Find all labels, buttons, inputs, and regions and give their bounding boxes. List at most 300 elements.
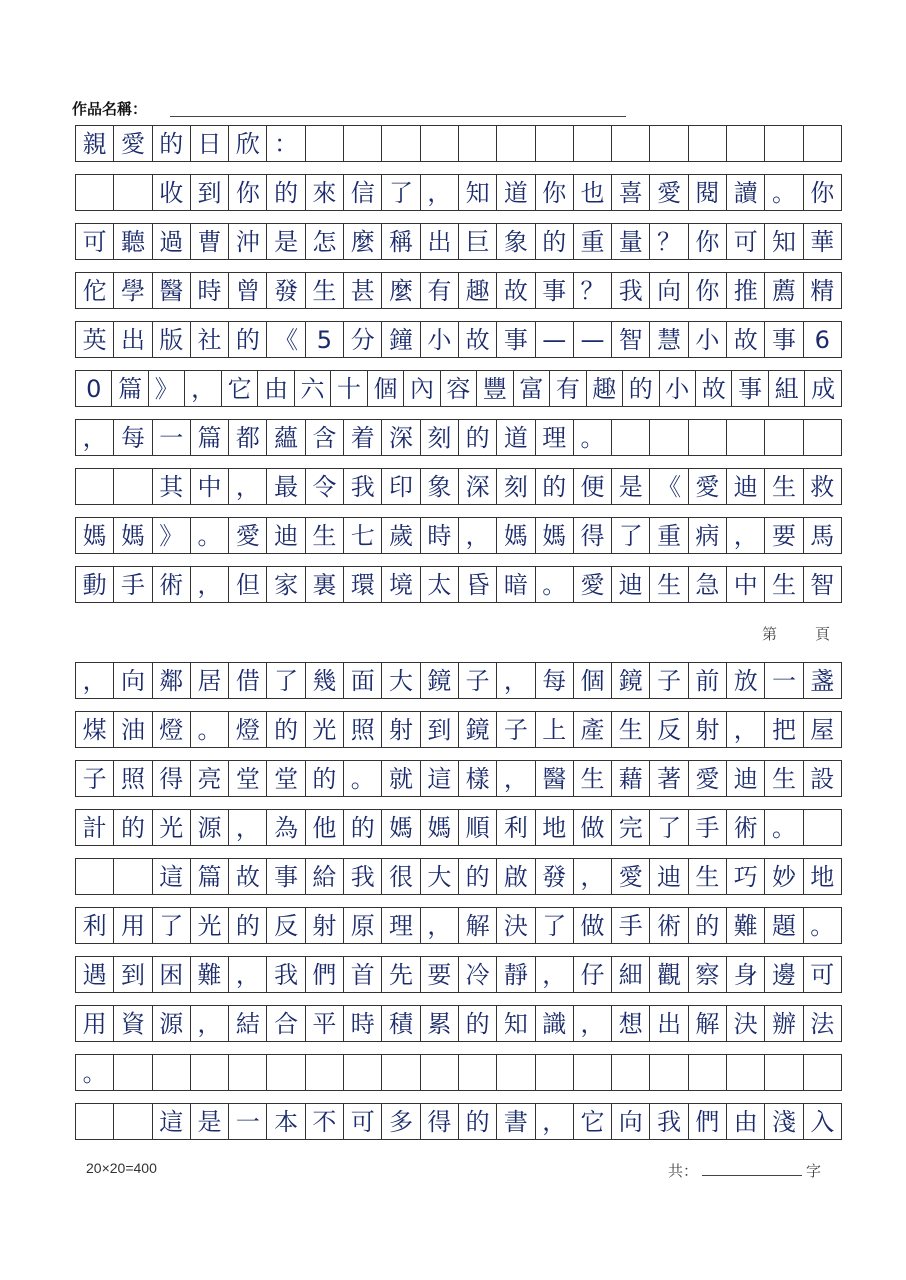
grid-cell: 精 (803, 272, 842, 309)
grid-cell: 暗 (496, 566, 534, 603)
grid-cell: 了 (266, 662, 304, 699)
grid-cell: 法 (803, 1005, 842, 1042)
grid-cell: ， (420, 174, 458, 211)
grid-cell: 地 (535, 809, 573, 846)
grid-cell: 很 (381, 858, 419, 895)
grid-cell: 事 (764, 321, 802, 358)
grid-cell: 中 (726, 566, 764, 603)
grid-cell: 向 (649, 272, 687, 309)
grid-cell (75, 858, 113, 895)
grid-cell: 。 (764, 174, 802, 211)
grid-cell: 慧 (649, 321, 687, 358)
grid-row (75, 419, 842, 456)
grid-cell: 射 (688, 711, 726, 748)
grid-cell: 這 (152, 1103, 190, 1140)
grid-cell: ， (496, 662, 534, 699)
grid-cell: 順 (458, 809, 496, 846)
character-total-field (668, 1160, 821, 1181)
grid-cell: 反 (649, 711, 687, 748)
grid-cell (611, 125, 649, 162)
grid-cell: 地 (803, 858, 842, 895)
grid-cell: 其 (152, 468, 190, 505)
grid-cell (113, 858, 151, 895)
grid-cell: 難 (726, 907, 764, 944)
grid-cell (420, 1054, 458, 1091)
grid-cell: 故 (458, 321, 496, 358)
grid-cell: 源 (152, 1005, 190, 1042)
grid-cell: 愛 (228, 517, 266, 554)
grid-cell: 解 (688, 1005, 726, 1042)
grid-cell: 理 (535, 419, 573, 456)
grid-cell: 困 (152, 956, 190, 993)
grid-cell (649, 419, 687, 456)
grid-cell: 深 (381, 419, 419, 456)
grid-cell: 著 (649, 760, 687, 797)
grid-cell: ， (75, 419, 113, 456)
grid-cell (726, 419, 764, 456)
grid-cell: 生 (688, 858, 726, 895)
grid-cell: 術 (726, 809, 764, 846)
grid-cell: 積 (381, 1005, 419, 1042)
grid-cell: 知 (764, 223, 802, 260)
grid-cell: 個 (573, 662, 611, 699)
grid-cell: ， (726, 711, 764, 748)
grid-cell: ， (228, 468, 266, 505)
grid-cell: 不 (305, 1103, 343, 1140)
grid-cell: 社 (190, 321, 228, 358)
grid-cell: 了 (152, 907, 190, 944)
grid-cell (75, 468, 113, 505)
grid-cell: 5 (305, 321, 343, 358)
grid-cell: 的 (152, 125, 190, 162)
grid-cell (75, 174, 113, 211)
grid-cell: 最 (266, 468, 304, 505)
grid-cell: 身 (726, 956, 764, 993)
grid-cell (535, 125, 573, 162)
grid-cell: 醫 (535, 760, 573, 797)
grid-cell: 本 (266, 1103, 304, 1140)
grid-cell: 利 (496, 809, 534, 846)
grid-cell: 向 (113, 662, 151, 699)
grid-cell: 我 (343, 468, 381, 505)
grid-cell: 手 (611, 907, 649, 944)
grid-cell: 》 (148, 370, 184, 407)
grid-cell: 篇 (111, 370, 147, 407)
grid-cell: 知 (458, 174, 496, 211)
grid-cell: 的 (535, 468, 573, 505)
grid-cell: 欣 (228, 125, 266, 162)
grid-cell: 先 (381, 956, 419, 993)
grid-cell: 累 (420, 1005, 458, 1042)
grid-cell: ： (266, 125, 304, 162)
grid-cell: 他 (305, 809, 343, 846)
grid-cell: 媽 (496, 517, 534, 554)
grid-cell: 救 (803, 468, 842, 505)
grid-cell: 境 (381, 566, 419, 603)
grid-cell: 英 (75, 321, 113, 358)
grid-cell: 着 (343, 419, 381, 456)
grid-cell: 產 (573, 711, 611, 748)
grid-cell: ， (228, 956, 266, 993)
grid-cell: 手 (688, 809, 726, 846)
grid-cell (343, 1054, 381, 1091)
grid-row (75, 1054, 842, 1091)
grid-cell: 媽 (113, 517, 151, 554)
grid-cell: 七 (343, 517, 381, 554)
grid-cell: 故 (228, 858, 266, 895)
grid-cell: 甚 (343, 272, 381, 309)
grid-cell: 你 (688, 223, 726, 260)
grid-cell: 藉 (611, 760, 649, 797)
grid-cell: 平 (305, 1005, 343, 1042)
grid-cell: 決 (726, 1005, 764, 1042)
grid-cell: 出 (113, 321, 151, 358)
grid-cell: 煤 (75, 711, 113, 748)
grid-cell: 堂 (228, 760, 266, 797)
grid-cell: 完 (611, 809, 649, 846)
grid-cell: 做 (573, 809, 611, 846)
grid-cell: 亮 (190, 760, 228, 797)
grid-cell: ， (573, 858, 611, 895)
grid-cell (649, 1054, 687, 1091)
grid-cell: 愛 (649, 174, 687, 211)
grid-cell: ， (535, 956, 573, 993)
grid-cell: 生 (649, 566, 687, 603)
title-underline (170, 116, 626, 117)
grid-cell: 故 (726, 321, 764, 358)
grid-cell: 由 (726, 1103, 764, 1140)
grid-cell: 居 (190, 662, 228, 699)
grid-cell: 多 (381, 1103, 419, 1140)
grid-row (75, 468, 842, 505)
grid-cell (152, 1054, 190, 1091)
grid-cell: 遇 (75, 956, 113, 993)
grid-cell: 故 (496, 272, 534, 309)
grid-cell: 這 (152, 858, 190, 895)
grid-cell: 但 (228, 566, 266, 603)
grid-cell: 是 (611, 468, 649, 505)
grid-cell: 》 (152, 517, 190, 554)
grid-cell: 子 (458, 662, 496, 699)
grid-row (75, 321, 842, 358)
grid-cell: 華 (803, 223, 842, 260)
grid-cell: 們 (688, 1103, 726, 1140)
grid-cell: 歲 (381, 517, 419, 554)
grid-cell: 光 (152, 809, 190, 846)
grid-cell: 計 (75, 809, 113, 846)
grid-cell: 到 (113, 956, 151, 993)
grid-cell: 生 (573, 760, 611, 797)
grid-cell: 每 (535, 662, 573, 699)
grid-cell: 幾 (305, 662, 343, 699)
grid-cell: 察 (688, 956, 726, 993)
grid-cell: 智 (611, 321, 649, 358)
grid-cell: 了 (381, 174, 419, 211)
grid-cell: ， (458, 517, 496, 554)
grid-cell: 光 (305, 711, 343, 748)
grid-cell: 來 (305, 174, 343, 211)
title-field (72, 98, 632, 120)
grid-cell: 。 (75, 1054, 113, 1091)
grid-row (75, 517, 842, 554)
grid-cell (381, 1054, 419, 1091)
grid-cell: 的 (458, 1005, 496, 1042)
grid-cell: 有 (549, 370, 585, 407)
grid-cell: 知 (496, 1005, 534, 1042)
grid-cell: 每 (113, 419, 151, 456)
grid-cell: 媽 (381, 809, 419, 846)
grid-cell: 愛 (611, 858, 649, 895)
grid-cell: 生 (764, 468, 802, 505)
grid-cell: 小 (420, 321, 458, 358)
grid-cell: — (535, 321, 573, 358)
grid-cell: ？ (573, 272, 611, 309)
grid-cell: 射 (381, 711, 419, 748)
grid-cell: 利 (75, 907, 113, 944)
title-label: 作品名稱： (72, 100, 148, 118)
grid-cell: 的 (458, 1103, 496, 1140)
grid-cell: 媽 (535, 517, 573, 554)
grid-cell: 想 (611, 1005, 649, 1042)
grid-cell (458, 125, 496, 162)
grid-cell: 事 (496, 321, 534, 358)
grid-cell: 太 (420, 566, 458, 603)
grid-cell: 的 (113, 809, 151, 846)
grid-cell: 為 (266, 809, 304, 846)
grid-cell: 了 (611, 517, 649, 554)
grid-row (75, 223, 842, 260)
grid-cell (75, 1103, 113, 1140)
grid-cell: 的 (622, 370, 658, 407)
grid-cell: 可 (726, 223, 764, 260)
grid-cell: 發 (535, 858, 573, 895)
grid-cell: 昏 (458, 566, 496, 603)
grid-cell: 決 (496, 907, 534, 944)
grid-cell: 曾 (228, 272, 266, 309)
grid-row (75, 370, 842, 407)
total-prefix: 共： (668, 1162, 699, 1180)
grid-cell: 入 (803, 1103, 842, 1140)
grid-cell: 裏 (305, 566, 343, 603)
grid-cell: 原 (343, 907, 381, 944)
grid-cell: 的 (228, 907, 266, 944)
total-blank-line (702, 1163, 802, 1176)
grid-cell (496, 125, 534, 162)
grid-cell: 由 (257, 370, 293, 407)
grid-cell: 了 (535, 907, 573, 944)
grid-cell: ， (535, 1103, 573, 1140)
grid-cell: 術 (649, 907, 687, 944)
grid-cell: 照 (343, 711, 381, 748)
page-number-label: 第頁 (762, 625, 869, 643)
grid-cell: 靜 (496, 956, 534, 993)
grid-cell (458, 1054, 496, 1091)
grid-cell: 愛 (688, 760, 726, 797)
grid-cell: 事 (535, 272, 573, 309)
grid-cell: 醫 (152, 272, 190, 309)
grid-cell: 沖 (228, 223, 266, 260)
grid-cell: 鏡 (611, 662, 649, 699)
grid-cell (113, 174, 151, 211)
grid-cell: ？ (649, 223, 687, 260)
grid-cell: 閱 (688, 174, 726, 211)
grid-cell: 蘊 (266, 419, 304, 456)
grid-cell: 設 (803, 760, 842, 797)
grid-cell (688, 419, 726, 456)
grid-cell: 6 (803, 321, 842, 358)
grid-cell: 。 (343, 760, 381, 797)
grid-cell: 的 (688, 907, 726, 944)
grid-cell (266, 1054, 304, 1091)
grid-cell: 刻 (496, 468, 534, 505)
grid-cell: 把 (764, 711, 802, 748)
grid-cell: ， (726, 517, 764, 554)
grid-cell: 是 (266, 223, 304, 260)
grid-cell: 家 (266, 566, 304, 603)
grid-cell: ， (573, 1005, 611, 1042)
grid-cell: 妙 (764, 858, 802, 895)
grid-cell: 智 (803, 566, 842, 603)
grid-cell: 愛 (688, 468, 726, 505)
grid-cell: 趣 (586, 370, 622, 407)
grid-cell: 時 (420, 517, 458, 554)
grid-cell: 象 (496, 223, 534, 260)
grid-cell: 題 (764, 907, 802, 944)
grid-cell: 子 (496, 711, 534, 748)
grid-cell: 鐘 (381, 321, 419, 358)
grid-cell: 動 (75, 566, 113, 603)
grid-cell: 內 (403, 370, 439, 407)
grid-cell: 結 (228, 1005, 266, 1042)
grid-cell: 量 (611, 223, 649, 260)
grid-cell (535, 1054, 573, 1091)
grid-cell: 愛 (113, 125, 151, 162)
grid-cell: 屋 (803, 711, 842, 748)
grid-cell: 一 (152, 419, 190, 456)
grid-cell: 用 (113, 907, 151, 944)
grid-cell: 《 (266, 321, 304, 358)
grid-cell (803, 419, 842, 456)
grid-cell: 你 (803, 174, 842, 211)
grid-cell: 識 (535, 1005, 573, 1042)
grid-cell: 樣 (458, 760, 496, 797)
grid-cell: 日 (190, 125, 228, 162)
grid-cell: 事 (731, 370, 767, 407)
grid-cell: 生 (305, 272, 343, 309)
grid-cell: 怎 (305, 223, 343, 260)
grid-cell (688, 125, 726, 162)
grid-cell: 0 (75, 370, 111, 407)
grid-cell: 都 (228, 419, 266, 456)
grid-cell: 重 (649, 517, 687, 554)
grid-cell: 道 (496, 174, 534, 211)
grid-cell: 它 (221, 370, 257, 407)
grid-cell: 馬 (803, 517, 842, 554)
grid-cell (726, 125, 764, 162)
grid-cell (113, 1054, 151, 1091)
grid-cell: 迪 (649, 858, 687, 895)
grid-cell: 含 (305, 419, 343, 456)
grid-cell: 刻 (420, 419, 458, 456)
grid-cell: 盞 (803, 662, 842, 699)
grid-cell: 到 (420, 711, 458, 748)
grid-cell (381, 125, 419, 162)
grid-cell: 大 (420, 858, 458, 895)
grid-row (75, 1005, 842, 1042)
grid-row (75, 956, 842, 993)
grid-cell: 上 (535, 711, 573, 748)
grid-cell: 信 (343, 174, 381, 211)
grid-cell (764, 419, 802, 456)
grid-cell: 邊 (764, 956, 802, 993)
grid-row (75, 566, 842, 603)
grid-cell: 迪 (266, 517, 304, 554)
grid-cell: 鄰 (152, 662, 190, 699)
grid-cell (688, 1054, 726, 1091)
grid-cell: ， (75, 662, 113, 699)
grid-row (75, 1103, 842, 1140)
grid-cell: 收 (152, 174, 190, 211)
grid-cell: 生 (305, 517, 343, 554)
grid-cell: 迪 (611, 566, 649, 603)
grid-cell: 是 (190, 1103, 228, 1140)
grid-cell: 冷 (458, 956, 496, 993)
grid-cell: 得 (152, 760, 190, 797)
grid-cell: 一 (228, 1103, 266, 1140)
grid-cell: 有 (420, 272, 458, 309)
grid-cell: 它 (573, 1103, 611, 1140)
grid-cell: 我 (611, 272, 649, 309)
grid-cell (228, 1054, 266, 1091)
grid-cell: 深 (458, 468, 496, 505)
grid-cell: 用 (75, 1005, 113, 1042)
grid-cell: 子 (75, 760, 113, 797)
grid-cell: 淺 (764, 1103, 802, 1140)
grid-row (75, 272, 842, 309)
grid-cell (726, 1054, 764, 1091)
grid-row (75, 174, 842, 211)
grid-cell: 親 (75, 125, 113, 162)
grid-cell: 出 (420, 223, 458, 260)
grid-cell: 學 (113, 272, 151, 309)
grid-cell: 照 (113, 760, 151, 797)
grid-cell (305, 1054, 343, 1091)
grid-cell: 鏡 (420, 662, 458, 699)
grid-cell: 生 (764, 566, 802, 603)
grid-cell: 故 (695, 370, 731, 407)
grid-cell: 的 (458, 858, 496, 895)
grid-cell: 。 (535, 566, 573, 603)
grid-cell: 的 (266, 174, 304, 211)
grid-cell: 巧 (726, 858, 764, 895)
grid-cell: 《 (649, 468, 687, 505)
grid-cell: 。 (190, 517, 228, 554)
grid-cell: 。 (803, 907, 842, 944)
grid-cell: 一 (764, 662, 802, 699)
grid-cell: 容 (440, 370, 476, 407)
grid-cell: 薦 (764, 272, 802, 309)
grid-row (75, 711, 842, 748)
grid-cell (573, 125, 611, 162)
grid-cell: 。 (573, 419, 611, 456)
grid-cell: 稱 (381, 223, 419, 260)
grid-cell (190, 1054, 228, 1091)
grid-cell: 組 (768, 370, 804, 407)
grid-cell: ， (228, 809, 266, 846)
grid-cell: 源 (190, 809, 228, 846)
grid-cell: 便 (573, 468, 611, 505)
grid-cell: 令 (305, 468, 343, 505)
